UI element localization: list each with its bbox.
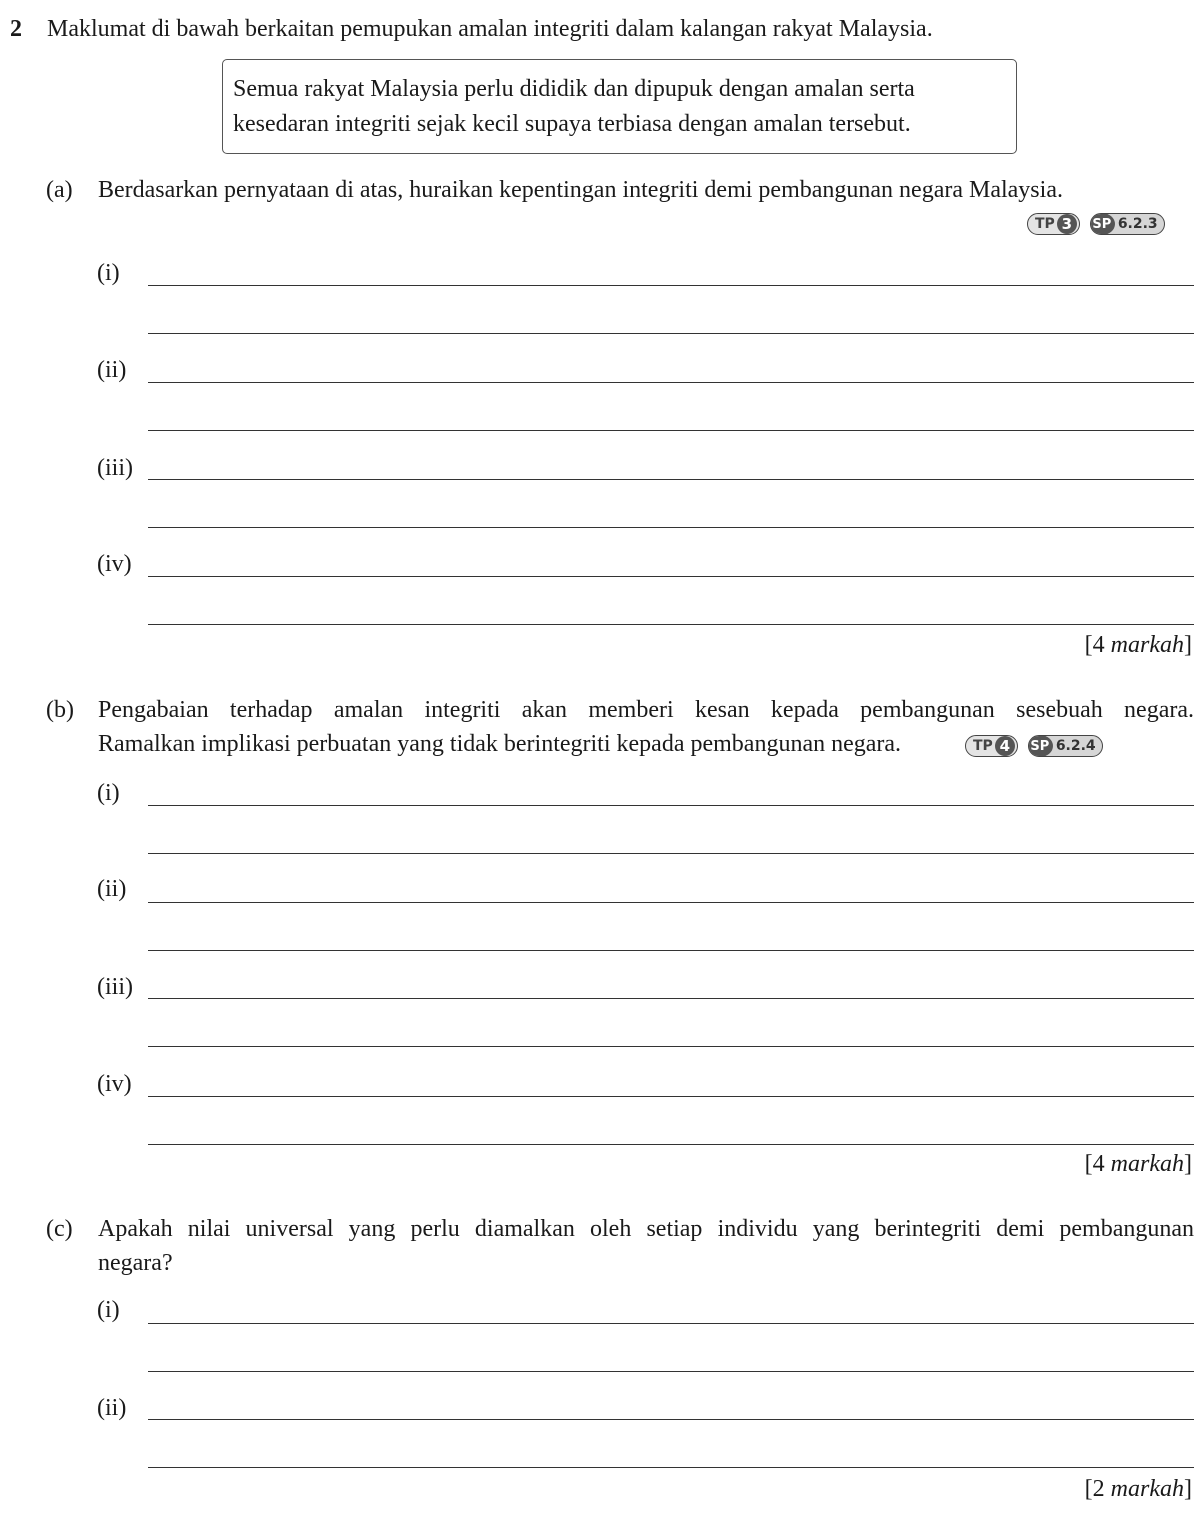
info-box-line-1: Semua rakyat Malaysia perlu dididik dan dipupuk dengan amalan serta (233, 76, 915, 102)
tp-badge (1027, 213, 1080, 235)
sp-badge (1028, 735, 1103, 757)
part-b-marks: [4 markah] (1084, 1151, 1192, 1177)
answer-line[interactable] (148, 333, 1194, 334)
tp-prefix: TP (1035, 216, 1055, 232)
sp-prefix: SP (1090, 213, 1115, 235)
info-box-line-2: kesedaran integriti sejak kecil supaya terbiasa dengan amalan tersebut. (233, 111, 911, 137)
part-b-text-line-1: Pengabaian terhadap amalan integriti akan memberi kesan kepada pembangunan sesebuah negara. (98, 697, 1194, 723)
sp-code: 6.2.4 (1055, 738, 1096, 754)
part-b-item-4-label: (iv) (97, 1071, 132, 1097)
part-b-label: (b) (46, 697, 74, 723)
question-stem: Maklumat di bawah berkaitan pemupukan amalan integriti dalam kalangan rakyat Malaysia. (47, 16, 933, 42)
part-a-item-4-label: (iv) (97, 551, 132, 577)
part-b-item-3-label: (iii) (97, 974, 133, 1000)
part-a-tp-sp-badge (1027, 212, 1165, 236)
answer-line[interactable] (148, 430, 1194, 431)
answer-line[interactable] (148, 624, 1194, 625)
answer-line[interactable] (148, 1096, 1194, 1097)
answer-line[interactable] (148, 1419, 1194, 1420)
part-c-item-2-label: (ii) (97, 1395, 127, 1421)
part-b-item-2-label: (ii) (97, 876, 127, 902)
tp-badge (965, 735, 1018, 757)
part-a-item-3-label: (iii) (97, 455, 133, 481)
answer-line[interactable] (148, 1467, 1194, 1468)
part-a-item-2-label: (ii) (97, 357, 127, 383)
answer-line[interactable] (148, 853, 1194, 854)
answer-line[interactable] (148, 1371, 1194, 1372)
sp-code: 6.2.3 (1117, 216, 1158, 232)
answer-line[interactable] (148, 527, 1194, 528)
question-number: 2 (10, 16, 22, 42)
part-b-item-1-label: (i) (97, 780, 120, 806)
sp-badge (1090, 213, 1165, 235)
answer-line[interactable] (148, 1046, 1194, 1047)
part-a-text: Berdasarkan pernyataan di atas, huraikan kepentingan integriti demi pembangunan negara Malaysia. (98, 177, 1063, 203)
answer-line[interactable] (148, 1323, 1194, 1324)
part-a-marks: [4 markah] (1084, 632, 1192, 658)
tp-level: 4 (995, 736, 1015, 756)
sp-prefix: SP (1028, 735, 1053, 757)
info-box (222, 59, 1017, 154)
part-a-label: (a) (46, 177, 73, 203)
answer-line[interactable] (148, 285, 1194, 286)
answer-line[interactable] (148, 998, 1194, 999)
answer-line[interactable] (148, 479, 1194, 480)
part-c-marks: [2 markah] (1084, 1476, 1192, 1502)
answer-line[interactable] (148, 576, 1194, 577)
part-c-item-1-label: (i) (97, 1297, 120, 1323)
part-c-text-line-1: Apakah nilai universal yang perlu diamalkan oleh setiap individu yang berintegriti demi pembangunan (98, 1216, 1194, 1242)
part-c-label: (c) (46, 1216, 73, 1242)
part-b-tp-sp-badge (965, 734, 1103, 758)
part-b-text-line-2: Ramalkan implikasi perbuatan yang tidak berintegriti kepada pembangunan negara. (98, 731, 902, 757)
answer-line[interactable] (148, 950, 1194, 951)
answer-line[interactable] (148, 382, 1194, 383)
answer-line[interactable] (148, 902, 1194, 903)
answer-line[interactable] (148, 1144, 1194, 1145)
tp-prefix: TP (973, 738, 993, 754)
part-a-item-1-label: (i) (97, 260, 120, 286)
tp-level: 3 (1057, 214, 1077, 234)
part-c-text-line-2: negara? (98, 1250, 173, 1276)
answer-line[interactable] (148, 805, 1194, 806)
